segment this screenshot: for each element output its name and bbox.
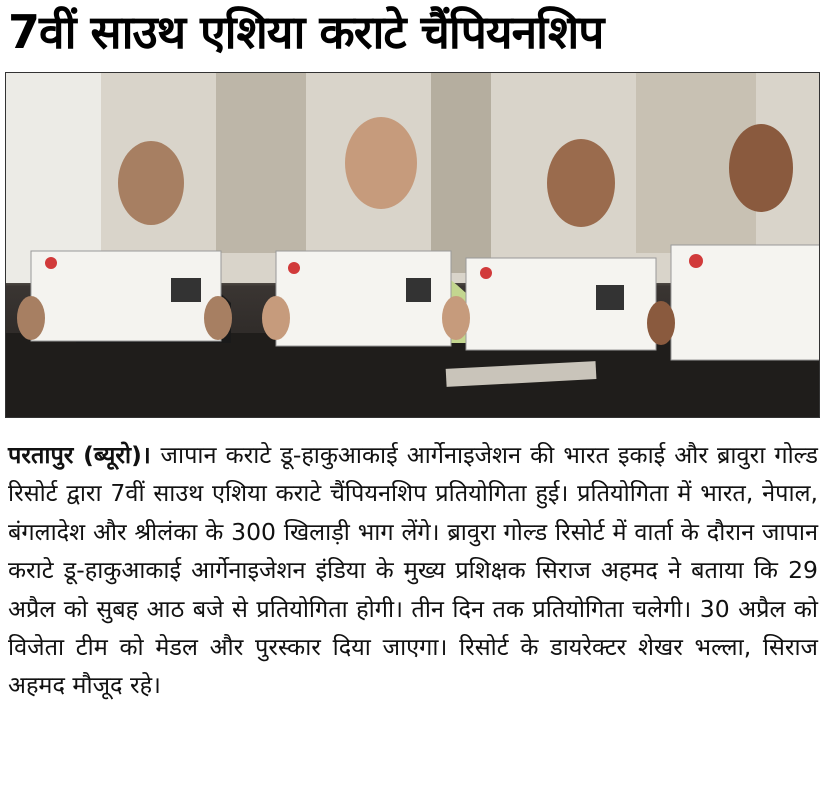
article-body-text: जापान कराटे डू-हाकुआकाई आर्गेनाइजेशन की भारत इकाई और ब्रावुरा गोल्ड रिसोर्ट द्वारा 7वीं साउथ एशिया कराटे चैंपियनशिप प्रतियोगिता हुई। प्रतियोगिता में भारत, नेपाल, बंगलादेश और श्रीलंका के 300 खिलाड़ी भाग लेंगे। ब्रावुरा गोल्ड रिसोर्ट में वार्ता के दौरान जापान कराटे डू-हाकुआकाई आर्गेनाइजेशन इंडिया के मुख्य प्रशिक्षक सिराज अहमद ने बताया कि 29 अप्रैल को सुबह आठ बजे से प्रतियोगिता होगी। तीन दिन तक प्रतियोगिता चलेगी। 30 अप्रैल को विजेता टीम को मेडल और पुरस्कार दिया जाएगा। रिसोर्ट के डायरेक्टर शेखर भल्ला, सिराज अहमद मौजूद रहे। [8,441,818,700]
dateline: परतापुर (ब्यूरो)। [8,441,161,469]
article-body [8,436,818,705]
news-photo [5,72,820,418]
photo-illustration [6,73,819,417]
headline: 7वीं साउथ एशिया कराटे चैंपियनशिप [8,5,604,59]
